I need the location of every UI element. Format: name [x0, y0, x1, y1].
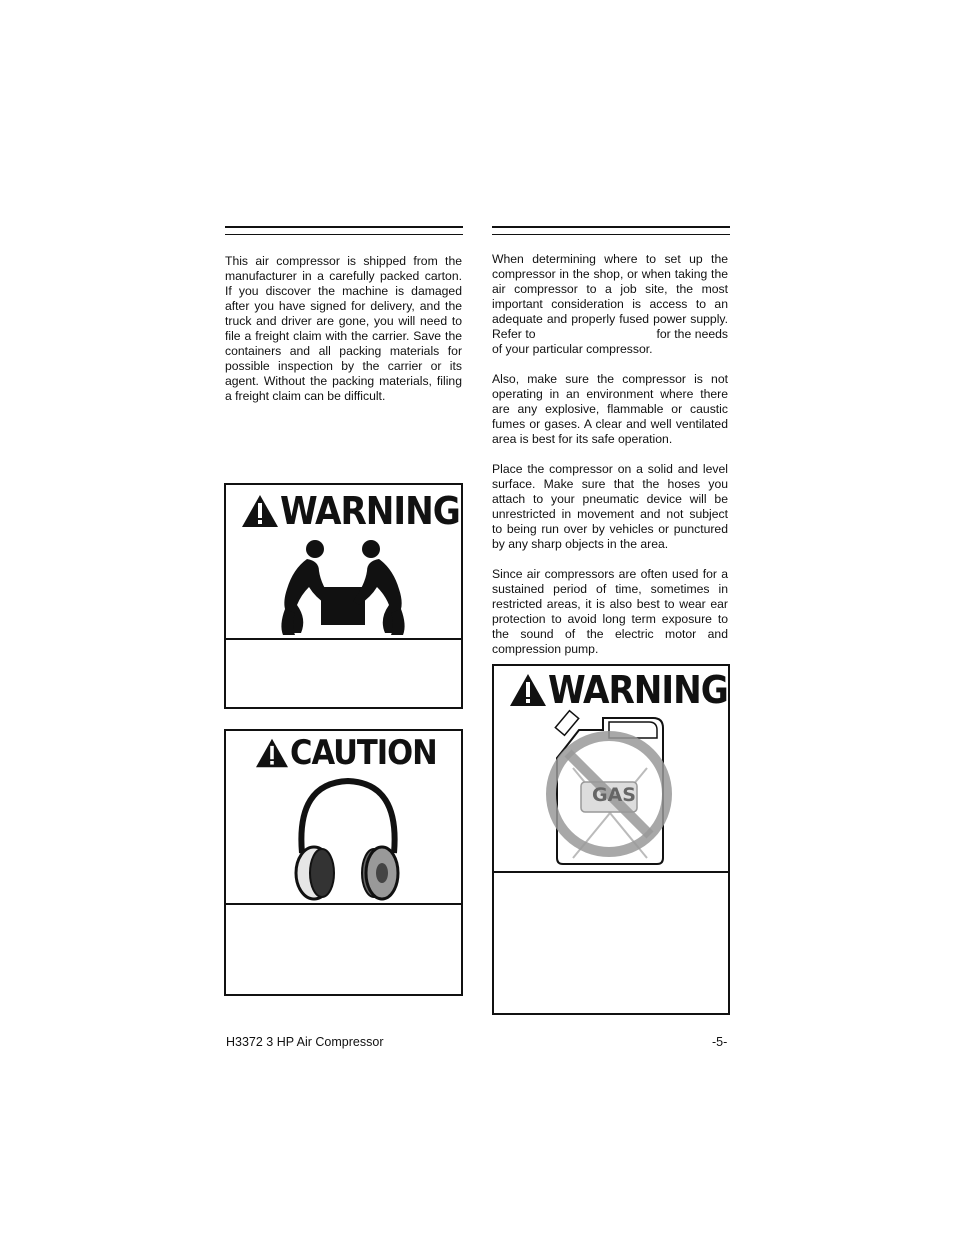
no-gas-warning-divider — [494, 871, 728, 873]
alert-triangle-icon — [508, 672, 548, 708]
unpacking-paragraph: This air compressor is shipped from the manufacturer in a carefully packed carton. If you discover the machine is damaged after you have signed for delivery, and the truck and driver are gone, you will need to file a freight claim with the carrier. Save the containers and all packing materials for possible inspection by the carrier or its agent. Without the packing materials, filing a freight claim can be difficult. — [225, 254, 462, 403]
no-gas-warning-box — [492, 664, 730, 1015]
warning-signal — [508, 668, 728, 712]
warning-signal — [240, 489, 460, 533]
caution-signal — [254, 733, 437, 773]
environment-paragraph: Also, make sure the compressor is not operating in an environment where there are any explosive, flammable or caustic fumes or gases. A clear and well ventilated area is best for its safe operation. — [492, 372, 728, 446]
ear-protection-paragraph: Since air compressors are often used for a sustained period of time, sometimes in restricted areas, it is also best to wear ear protection to avoid long term exposure to the sound of the electric motor and compression pump. — [492, 567, 728, 656]
footer-product-name: H3372 3 HP Air Compressor — [226, 1035, 384, 1049]
caution-signal-word: CAUTION — [290, 733, 437, 773]
warning-signal-word: WARNING — [548, 668, 728, 712]
left-column-header-rule — [225, 226, 463, 235]
ear-protection-caution-box — [224, 729, 463, 996]
caution-divider — [226, 903, 461, 905]
alert-triangle-icon — [240, 493, 280, 529]
right-column-header-rule — [492, 226, 730, 235]
footer-page-number: -5- — [712, 1035, 728, 1049]
ear-protection-icon — [288, 777, 408, 901]
setup-paragraph: When determining where to set up the compressor in the shop, or when taking the air compressor to a job site, the most important consideration is access to an adequate and properly fused power supply. Refer to for the needs of your particular compressor. — [492, 252, 732, 356]
lifting-warning-box — [224, 483, 463, 709]
surface-paragraph: Place the compressor on a solid and level surface. Make sure that the hoses you attach to your pneumatic device will be unrestricted in movement and not subject to being run over by vehicles or punctured by any sharp objects in the area. — [492, 462, 728, 551]
lifting-warning-divider — [226, 638, 461, 640]
two-person-lift-icon — [275, 539, 411, 639]
warning-signal-word: WARNING — [280, 489, 460, 533]
alert-triangle-icon — [254, 737, 290, 769]
gas-can-label: GAS — [592, 784, 636, 806]
